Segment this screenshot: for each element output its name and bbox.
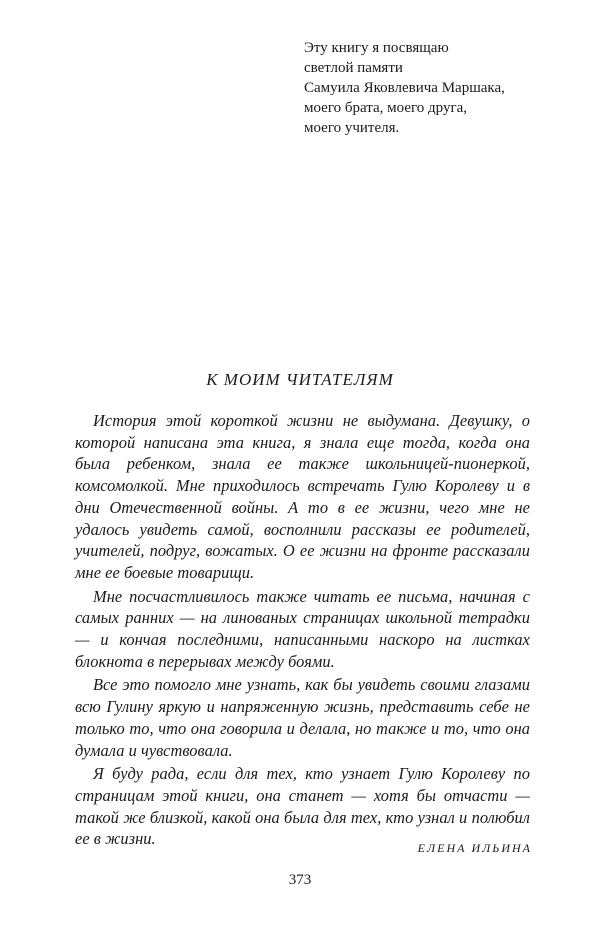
preface-body bbox=[75, 410, 530, 852]
dedication bbox=[304, 38, 574, 138]
dedication-line: моего брата, моего друга, bbox=[304, 100, 468, 116]
dedication-line: Самуила Яковлевича Маршака, bbox=[304, 80, 505, 96]
section-heading: К МОИМ ЧИТАТЕЛЯМ bbox=[206, 370, 394, 389]
preface-paragraph: Я буду рада, если для тех, кто узнает Гулю Королеву по страницам этой книги, она станет — хотя бы отчасти — такой же близкой, какой она была для тех, кто узнал и полюбил ее в жизни. bbox=[75, 764, 530, 849]
preface-paragraph: История этой короткой жизни не выдумана. Девушку, о которой написана эта книга, я знала еще тогда, когда она была ребенком, знала ее также школьницей-пионеркой, комсомолкой. Мне приходилось встречать Гулю Королеву и в дни Отечественной войны. А то в ее жизни, чего мне не удалось увидеть самой, восполнили рассказы ее родителей, учителей, подруг, вожатых. О ее жизни на фронте рассказали мне ее боевые товарищи. bbox=[75, 411, 530, 582]
dedication-line: светлой памяти bbox=[304, 60, 403, 76]
dedication-line: моего учителя. bbox=[304, 120, 400, 136]
dedication-line: Эту книгу я посвящаю bbox=[304, 40, 449, 56]
preface-paragraph: Мне посчастливилось также читать ее письма, начиная с самых ранних — на линованых страницах школьной тетрадки — и кончая последними, написанными наскоро на листках блокнота в перерывах между боями. bbox=[75, 586, 530, 671]
page-number: 373 bbox=[288, 872, 312, 888]
author-signature: ЕЛЕНА ИЛЬИНА bbox=[417, 841, 532, 855]
preface-paragraph: Все это помогло мне узнать, как бы увидеть своими глазами всю Гулину яркую и напряженную жизнь, представить себе не только то, что она говорила и делала, но также и то, что она думала и чувствовала. bbox=[75, 675, 530, 760]
